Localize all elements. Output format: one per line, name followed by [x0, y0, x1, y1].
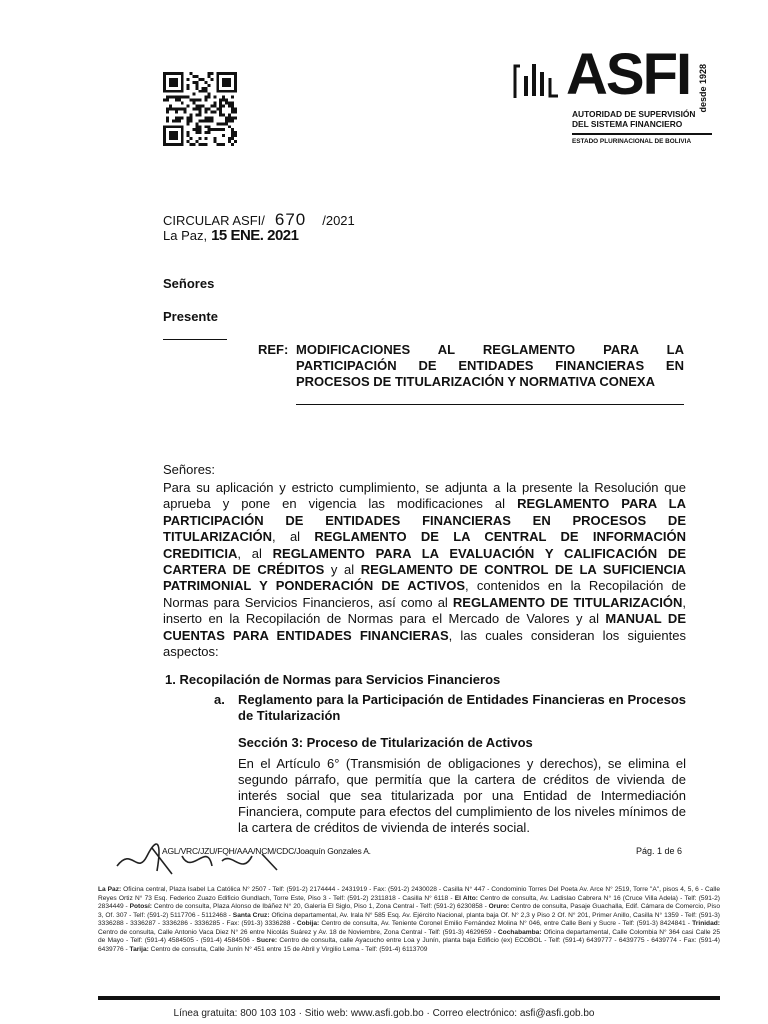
ref-subject: [296, 342, 684, 390]
footer-address: Centro de consulta, calle Ayacucho entre Loa y Junín, planta baja Edificio (ex) ECOBOL - Telf: (591-4) 6439777 - 6439775 - 6439774 - Fax: (591-4) 6439776 -: [98, 937, 720, 953]
footer-address: Centro de consulta, Av. Teniente Coronel Emilio Fernández Molina N° 046, entre Calle Beni y Sucre - Telf: (591-3) 8424841 -: [319, 920, 693, 927]
present-underline: [163, 339, 227, 340]
footer-address: Oficina departamental, Calle Colombia N° 364 casi Calle 25 de Mayo - Telf: (591-4) 4584505 - (591-4) 4584506 -: [98, 928, 720, 944]
place-date-row: [163, 227, 299, 244]
footer-city-label: El Alto:: [454, 894, 478, 902]
place: La Paz,: [163, 228, 208, 243]
body-bold-text: REGLAMENTO PARA LA EVALUACIÓN Y CALIFICACIÓN DE CARTERA DE CRÉDITOS: [163, 545, 686, 578]
date-stamp: 15 ENE. 2021: [211, 227, 299, 244]
footer-address: Oficina central, Plaza Isabel La Católica N° 2507 - Telf: (591-2) 2174444 - 2431919 - Fax: (591-2) 2430028 - Casilla N° 447 - Condominio Torres Del Poeta Av. Arce N° 2519, Torre "A", pisos 4, 5, 6 - Calle Reyes Ortiz N° 73 Esq. Federico Zuazo Edificio Gundlach, Torre Este, Piso 3 - Telf: (591-2) 2311818 - Casilla N° 6118 -: [98, 886, 720, 902]
footer-address: Centro de consulta, Plaza Alonso de Ibáñez N° 20, Galería El Siglo, Piso 1, Zona Central - Telf: (591-2) 6230858 -: [151, 903, 489, 910]
body-paragraph: [163, 480, 686, 660]
body-text: , al: [237, 545, 273, 561]
circular-prefix: CIRCULAR ASFI/: [163, 213, 265, 228]
logo-subtitle-line-1: AUTORIDAD DE SUPERVISIÓN: [572, 109, 696, 119]
signature-icon: [112, 836, 312, 886]
body-bold-text: REGLAMENTO DE TITULARIZACIÓN: [452, 594, 683, 610]
logo-wordmark: ASFI: [566, 42, 691, 107]
qr-code-icon: [163, 72, 237, 146]
page-number: Pág. 1 de 6: [636, 846, 683, 856]
ref-underline: [296, 404, 684, 405]
salutation-body: Señores:: [163, 462, 216, 477]
logo-since: desde 1928: [698, 64, 708, 113]
footer-city-label: Potosí:: [129, 903, 152, 910]
body-bold-text: MANUAL DE CUENTAS PARA ENTIDADES FINANCIERAS: [163, 611, 686, 643]
body-bold-text: REGLAMENTO PARA LA PARTICIPACIÓN DE ENTIDADES FINANCIERAS EN PROCESOS DE TITULARIZACIÓN: [163, 496, 686, 545]
footer-address: Oficina departamental, Av. Irala N° 585 Esq. Av. Ejército Nacional, planta baja Of. N° 2,3 y Piso 2 Of. N° 201, Primer Anillo, Casilla N° 1359 - Telf: (591-3) 3336288 - 3336287 - 3336286 - 3336285 - Fax: (591-3) 3336288 -: [98, 911, 720, 927]
footer-city-label: Oruro:: [488, 903, 510, 910]
footer-city-label: Santa Cruz:: [232, 911, 270, 919]
footer-city-label: Sucre:: [256, 937, 278, 944]
body-bold-text: REGLAMENTO DE LA CENTRAL DE INFORMACIÓN CREDITICIA: [163, 529, 686, 561]
section-heading: Sección 3: Proceso de Titularización de Activos: [238, 735, 533, 750]
body-bold-text: REGLAMENTO DE CONTROL DE LA SUFICIENCIA PATRIMONIAL Y PONDERACIÓN DE ACTIVOS: [163, 562, 686, 594]
list-item-a-marker: a.: [214, 692, 225, 707]
salutation: Señores: [163, 276, 215, 291]
body-text: Para su aplicación y estricto cumplimiento, se adjunta a la presente la Resolución que aprueba y pone en vigencia las modificaciones al: [163, 480, 686, 512]
list-item-a: Reglamento para la Participación de Entidades Financieras en Procesos de Titularización: [238, 692, 686, 723]
author-initials: AGL/VRC/JZU/FQH/AAA/NCM/CDC/Joaquín Gonzales A.: [162, 846, 371, 856]
footer-address: Centro de consulta, Av. Ladislao Cabrera N° 16 (Cruce Villa Adela) - Telf: (591-2) 2834449 -: [98, 894, 720, 910]
logo-subtitle-line-2: DEL SISTEMA FINANCIERO: [572, 119, 683, 129]
footer-divider: [98, 996, 720, 1000]
circular-number: 670: [274, 210, 307, 229]
footer-city-label: La Paz:: [98, 886, 122, 893]
ref-line-2: PARTICIPACIÓN DE ENTIDADES FINANCIERAS EN: [296, 358, 684, 373]
footer-city-label: Cochabamba:: [497, 928, 542, 936]
body-text: , las cuales consideran los siguientes aspectos:: [163, 627, 686, 660]
circular-year: /2021: [322, 213, 355, 228]
present-label: Presente: [163, 309, 218, 324]
logo-divider: [572, 133, 712, 135]
asfi-logo-icon: [512, 58, 562, 102]
article-paragraph: En el Artículo 6° (Transmisión de obligaciones y derechos), se elimina el segundo párrafo, que permitía que la cartera de créditos de vivienda de interés social que sea titularizada por una Entidad de Intermediación Financiera, compute para efectos del cumplimiento de los niveles mínimos de la cartera de créditos de vivienda de interés social.: [238, 756, 686, 835]
body-text: y al: [324, 562, 361, 578]
ref-line-1: MODIFICACIONES AL REGLAMENTO PARA LA: [296, 342, 684, 357]
footer-city-label: Trinidad:: [692, 920, 720, 927]
body-text: , inserto en la Recopilación de Normas para el Mercado de Valores y al: [163, 594, 687, 627]
footer-city-label: Tarija:: [129, 945, 149, 953]
footer-address: Centro de consulta, Calle Junín N° 451 entre 15 de Abril y Virgilio Lema - Telf: (591-4) 6113709: [148, 945, 428, 953]
footer-address: Centro de consulta, Pasaje Guachalla, Edif. Cámara de Comercio, Piso 3, Of. 307 - Telf: (591-2) 5117706 - 5112468 -: [98, 903, 720, 919]
list-item-1: 1. Recopilación de Normas para Servicios Financieros: [165, 672, 501, 687]
body-text: , al: [272, 529, 315, 545]
footer-addresses: [98, 886, 720, 954]
ref-label: REF:: [258, 342, 289, 357]
body-text: , contenidos en la Recopilación de Normas para Servicios Financieros, así como al: [163, 578, 686, 610]
ref-line-3: PROCESOS DE TITULARIZACIÓN Y NORMATIVA CONEXA: [296, 374, 655, 389]
footer-address: Centro de consulta, Calle Antonio Vaca Diez N° 26 entre Nicolás Suárez y Av. 18 de Noviembre, Zona Central - Telf: (591-3) 4629659 -: [98, 928, 498, 936]
logo-state-name: ESTADO PLURINACIONAL DE BOLIVIA: [572, 138, 692, 145]
footer-city-label: Cobija:: [296, 920, 320, 927]
footer-contact-line: Línea gratuita: 800 103 103 · Sitio web: www.asfi.gob.bo · Correo electrónico: asfi@asfi.gob.bo: [173, 1008, 595, 1019]
